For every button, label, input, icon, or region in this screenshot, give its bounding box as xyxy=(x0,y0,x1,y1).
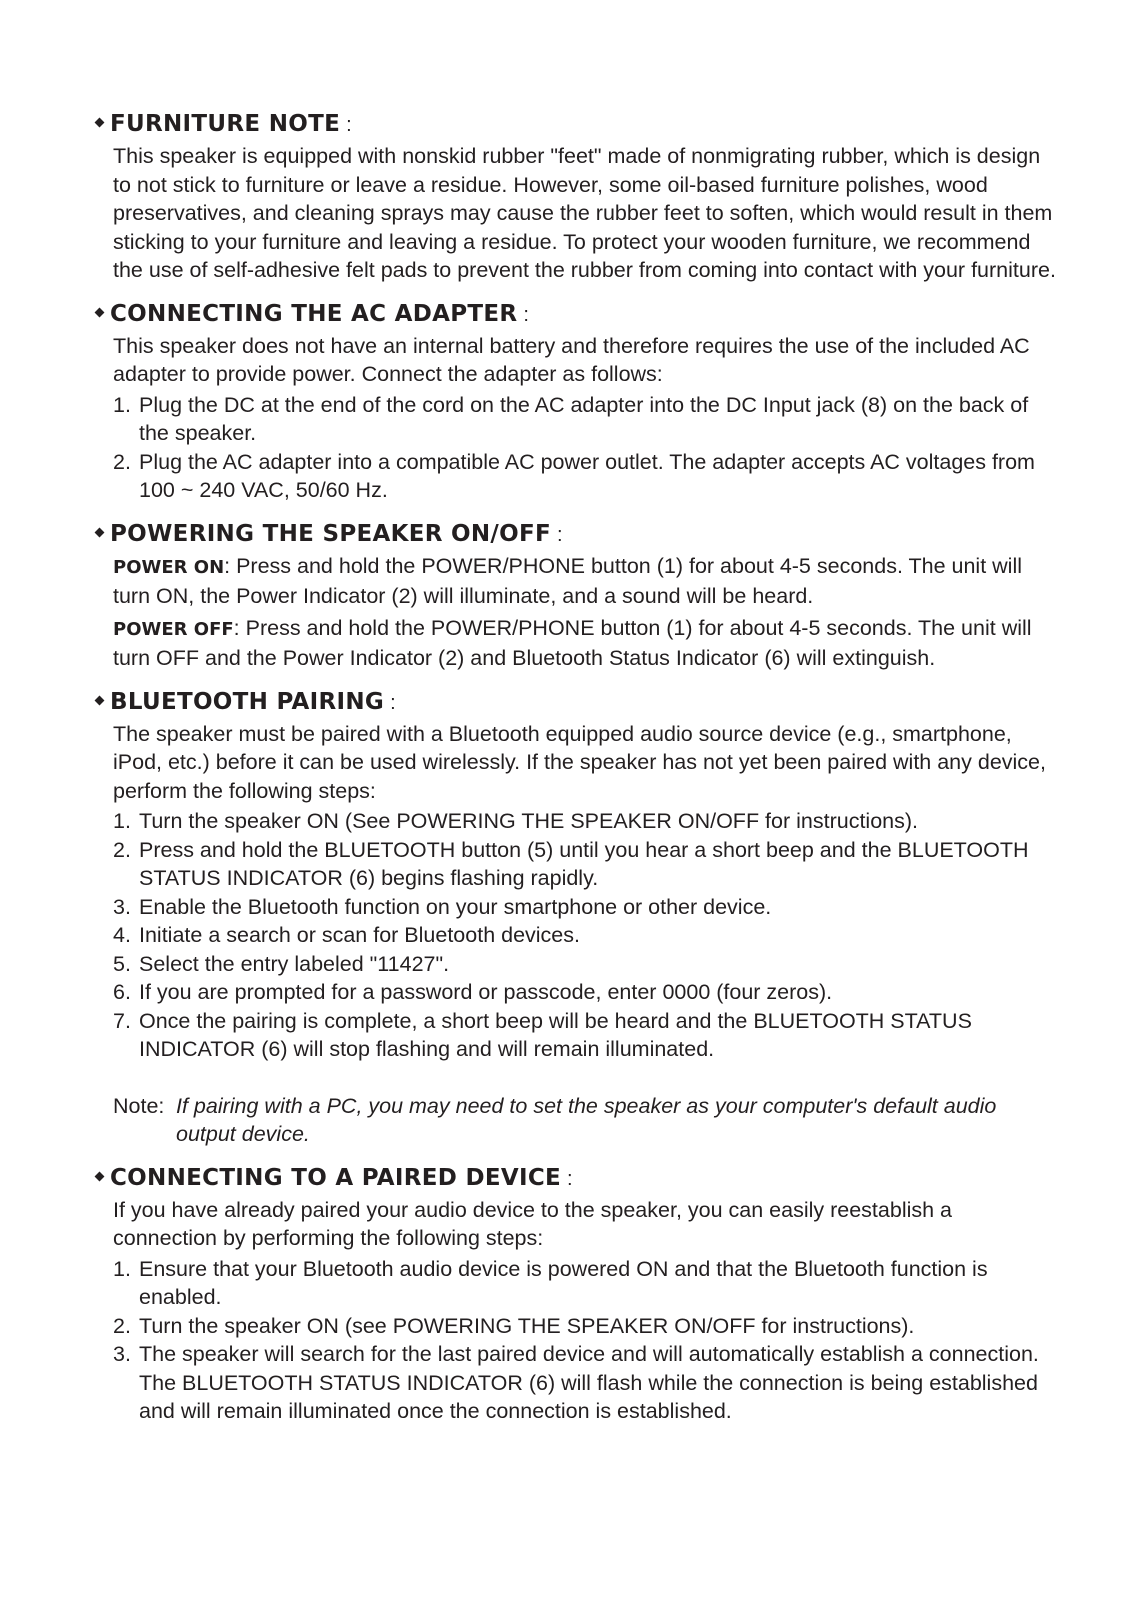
step-number: 4. xyxy=(113,923,131,947)
section-connecting-ac-adapter xyxy=(96,299,1056,505)
list-item xyxy=(113,893,1056,922)
step-number: 2. xyxy=(113,1313,131,1338)
section-furniture-note xyxy=(96,109,1056,285)
step-number: 7. xyxy=(113,1008,131,1033)
step-text: Turn the speaker ON (See POWERING THE SPEAKER ON/OFF for instructions). xyxy=(139,809,918,833)
section-heading xyxy=(96,1163,1056,1194)
section-heading xyxy=(96,109,1056,140)
paragraph: If you have already paired your audio device to the speaker, you can easily reestablish a connection by performing the following steps: xyxy=(113,1197,953,1250)
step-text: Plug the DC at the end of the cord on the AC adapter into the DC Input jack (8) on the back of the speaker. xyxy=(139,392,1029,445)
section-heading xyxy=(96,299,1056,330)
step-text: Initiate a search or scan for Bluetooth devices. xyxy=(139,923,580,947)
power-off-text: : Press and hold the POWER/PHONE button (1) for about 4-5 seconds. The unit will turn OFF and the Power Indicator (2) and Bluetooth Status Indicator (6) will extinguish. xyxy=(113,615,1032,670)
section-body xyxy=(113,720,1056,1149)
list-item xyxy=(113,978,1056,1007)
power-on-paragraph xyxy=(113,552,1056,611)
note-text: If pairing with a PC, you may need to set the speaker as your computer's default audio output device. xyxy=(176,1093,997,1146)
power-off-paragraph xyxy=(113,614,1056,673)
list-item xyxy=(113,448,1056,505)
step-number: 3. xyxy=(113,894,131,919)
list-item xyxy=(113,1340,1056,1426)
list-item xyxy=(113,836,1056,893)
step-text: Plug the AC adapter into a compatible AC power outlet. The adapter accepts AC voltages from 100 ~ 240 VAC, 50/60 Hz. xyxy=(139,449,1035,502)
diamond-bullet-icon xyxy=(95,527,105,537)
section-title: FURNITURE NOTE xyxy=(110,111,341,137)
step-text: The speaker will search for the last paired device and will automatically establish a connection. The BLUETOOTH STATUS INDICATOR (6) will flash while the connection is being established and will remain illuminated once the connection is established. xyxy=(139,1342,1039,1423)
list-item xyxy=(113,1255,1056,1312)
step-text: Enable the Bluetooth function on your smartphone or other device. xyxy=(139,894,772,919)
step-text: Ensure that your Bluetooth audio device is powered ON and that the Bluetooth function is enabled. xyxy=(139,1256,988,1309)
list-item xyxy=(113,1312,1056,1341)
section-body xyxy=(113,552,1056,673)
power-on-text: : Press and hold the POWER/PHONE button (1) for about 4-5 seconds. The unit will turn ON, the Power Indicator (2) will illuminate, and a sound will be heard. xyxy=(113,553,1023,608)
section-title: CONNECTING TO A PAIRED DEVICE xyxy=(110,1164,562,1191)
diamond-bullet-icon xyxy=(95,695,105,705)
paragraph: The speaker must be paired with a Bluetooth equipped audio source device (e.g., smartphone, iPod, etc.) before it can be used wirelessly. If the speaker has not yet been paired with any device, perform the following steps: xyxy=(113,721,1046,803)
step-number: 2. xyxy=(113,837,131,862)
step-text: Press and hold the BLUETOOTH button (5) until you hear a short beep and the BLUETOOTH STATUS INDICATOR (6) begins flashing rapidly. xyxy=(139,837,1029,890)
step-number: 1. xyxy=(113,392,131,417)
step-text: Select the entry labeled "11427". xyxy=(139,951,450,976)
section-heading xyxy=(96,519,1056,550)
paragraph: This speaker is equipped with nonskid rubber "feet" made of nonmigrating rubber, which is design to not stick to furniture or leave a residue. However, some oil-based furniture polishes, wood preservatives, and cleaning sprays may cause the rubber feet to soften, which would result in them sticking to your furniture and leaving a residue. To protect your wooden furniture, we recommend the use of self-adhesive felt pads to prevent the rubber from coming into contact with your furniture. xyxy=(113,144,1056,282)
step-text: Turn the speaker ON (see POWERING THE SPEAKER ON/OFF for instructions). xyxy=(139,1313,915,1338)
section-body xyxy=(113,142,1056,285)
heading-colon: : xyxy=(523,303,529,326)
steps-list xyxy=(113,1255,1056,1426)
section-title: BLUETOOTH PAIRING xyxy=(110,688,385,715)
manual-page xyxy=(96,109,1056,1440)
steps-list xyxy=(113,807,1056,1064)
heading-colon: : xyxy=(346,114,352,136)
step-number: 2. xyxy=(113,449,131,474)
power-on-label: POWER ON xyxy=(113,556,225,578)
section-title: CONNECTING THE AC ADAPTER xyxy=(110,300,518,327)
heading-colon: : xyxy=(567,1167,573,1190)
steps-list xyxy=(113,391,1056,505)
section-title: POWERING THE SPEAKER ON/OFF xyxy=(110,520,552,547)
step-number: 1. xyxy=(113,809,131,833)
step-number: 1. xyxy=(113,1256,131,1281)
list-item xyxy=(113,807,1056,836)
diamond-bullet-icon xyxy=(95,118,105,128)
list-item xyxy=(113,950,1056,979)
list-item xyxy=(113,391,1056,448)
step-number: 6. xyxy=(113,980,131,1004)
paragraph: This speaker does not have an internal battery and therefore requires the use of the included AC adapter to provide power. Connect the adapter as follows: xyxy=(113,333,1030,386)
step-text: If you are prompted for a password or passcode, enter 0000 (four zeros). xyxy=(139,980,833,1004)
power-off-label: POWER OFF xyxy=(113,618,234,640)
section-powering-speaker xyxy=(96,519,1056,673)
section-heading xyxy=(96,687,1056,718)
step-number: 5. xyxy=(113,951,131,976)
diamond-bullet-icon xyxy=(95,1171,105,1181)
note-label: Note: xyxy=(113,1093,165,1118)
section-bluetooth-pairing xyxy=(96,687,1056,1149)
list-item xyxy=(113,921,1056,950)
pairing-note xyxy=(113,1092,1056,1149)
heading-colon: : xyxy=(557,523,563,546)
section-connecting-paired-device xyxy=(96,1163,1056,1426)
diamond-bullet-icon xyxy=(95,307,105,317)
step-number: 3. xyxy=(113,1342,131,1366)
heading-colon: : xyxy=(390,691,396,714)
section-body xyxy=(113,332,1056,505)
section-body xyxy=(113,1196,1056,1426)
list-item xyxy=(113,1007,1056,1064)
step-text: Once the pairing is complete, a short beep will be heard and the BLUETOOTH STATUS INDICATOR (6) will stop flashing and will remain illuminated. xyxy=(139,1008,972,1061)
